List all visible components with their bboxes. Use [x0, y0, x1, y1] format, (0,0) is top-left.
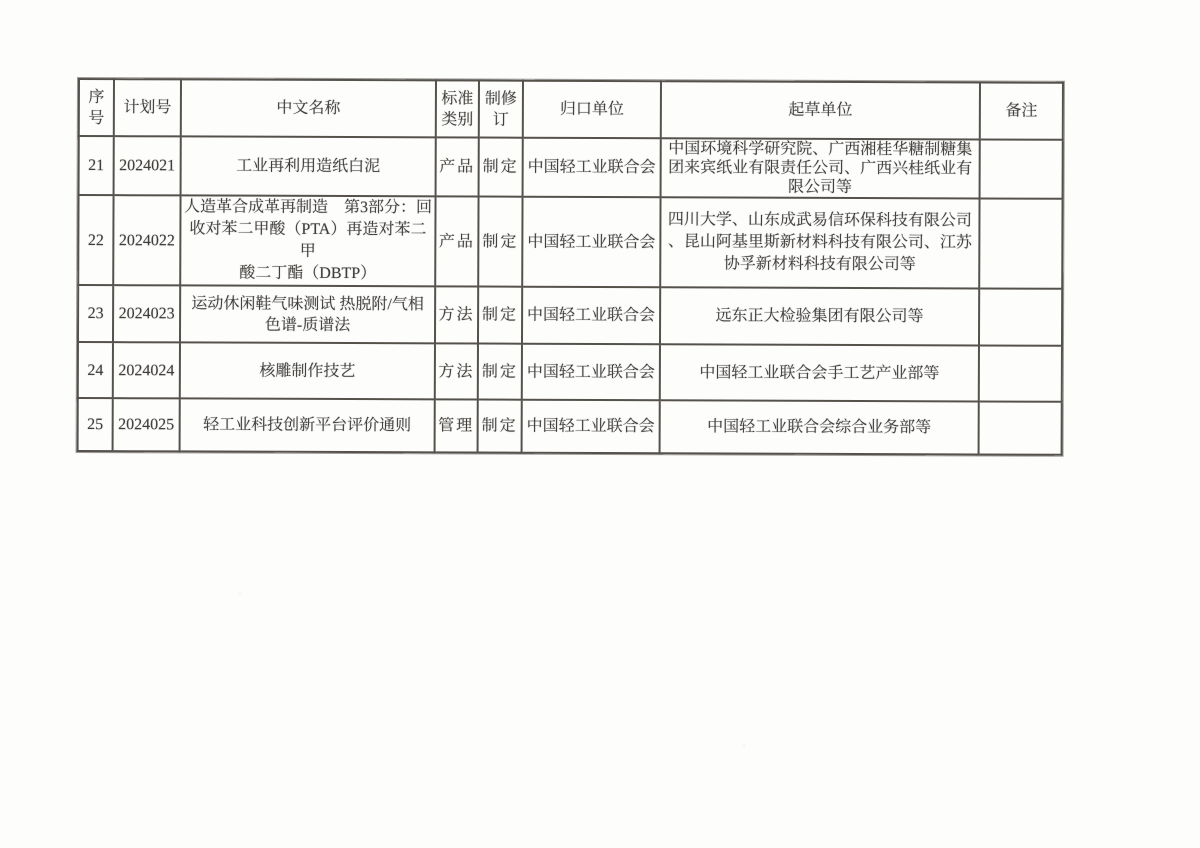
col-header-competent-unit: 归口单位: [523, 81, 661, 139]
cell-competent-unit: 中国轻工业联合会: [522, 400, 660, 454]
cell-revision-type: 制定: [478, 400, 522, 453]
cell-remarks: [979, 198, 1062, 288]
cell-plan-no: 2024024: [113, 342, 180, 398]
col-header-name-cn: 中文名称: [181, 79, 436, 137]
header-row: [79, 79, 1063, 140]
cell-remarks: [979, 345, 1062, 401]
cell-category: 方法: [435, 286, 478, 343]
table-row: [78, 342, 1062, 402]
col-header-category: 标准 类别: [436, 80, 479, 137]
cell-seq: 21: [79, 136, 114, 195]
table-row: [78, 285, 1062, 346]
cell-category: 产品: [436, 137, 479, 196]
col-header-revision-type: 制修 订: [479, 81, 523, 138]
standards-plan-table: [77, 78, 1064, 456]
cell-plan-no: 2024025: [113, 398, 180, 451]
cell-seq: 25: [78, 398, 113, 451]
cell-category: 管理: [435, 399, 478, 452]
col-header-remarks: 备注: [980, 82, 1063, 139]
cell-seq: 23: [78, 285, 113, 342]
cell-name-cn: 工业再利用造纸白泥: [181, 136, 436, 196]
table-row: [78, 398, 1062, 455]
cell-competent-unit: 中国轻工业联合会: [523, 138, 661, 198]
cell-drafting-unit: 中国环境科学研究院、广西湘桂华糖制糖集 团来宾纸业有限责任公司、广西兴桂纸业有 限公司等: [661, 138, 980, 198]
cell-drafting-unit: 远东正大检验集团有限公司等: [660, 287, 979, 345]
cell-name-cn: 轻工业科技创新平台评价通则: [180, 398, 435, 452]
cell-remarks: [979, 401, 1062, 454]
cell-plan-no: 2024023: [113, 285, 180, 342]
cell-plan-no: 2024022: [113, 195, 180, 285]
col-header-seq: 序号: [79, 79, 114, 136]
cell-name-cn: 核雕制作技艺: [180, 342, 435, 399]
table-row: [79, 136, 1063, 199]
cell-revision-type: 制定: [479, 138, 523, 197]
cell-category: 方法: [435, 343, 478, 399]
col-header-drafting-unit: 起草单位: [661, 81, 980, 139]
cell-drafting-unit: 中国轻工业联合会综合业务部等: [660, 400, 979, 454]
cell-drafting-unit: 四川大学、山东成武易信环保科技有限公司 、昆山阿基里斯新材料科技有限公司、江苏 协孚新材料科技有限公司等: [660, 197, 979, 288]
table-row: [78, 195, 1062, 289]
col-header-plan-no: 计划号: [114, 79, 181, 136]
cell-competent-unit: 中国轻工业联合会: [522, 287, 660, 345]
cell-category: 产品: [435, 196, 478, 286]
cell-drafting-unit: 中国轻工业联合会手工艺产业部等: [660, 344, 979, 401]
cell-remarks: [980, 139, 1063, 198]
cell-revision-type: 制定: [478, 344, 522, 400]
cell-seq: 22: [78, 195, 113, 285]
cell-plan-no: 2024021: [114, 136, 181, 195]
cell-remarks: [979, 288, 1062, 345]
cell-revision-type: 制定: [478, 287, 522, 344]
cell-name-cn: 人造革合成革再制造 第3部分：回 收对苯二甲酸（PTA）再造对苯二甲 酸二丁酯（DBTP）: [180, 195, 435, 286]
standards-table-container: [77, 78, 1064, 456]
cell-competent-unit: 中国轻工业联合会: [522, 344, 660, 401]
cell-competent-unit: 中国轻工业联合会: [522, 197, 660, 288]
cell-revision-type: 制定: [478, 197, 522, 287]
cell-seq: 24: [78, 342, 113, 398]
cell-name-cn: 运动休闲鞋气味测试 热脱附/气相 色谱-质谱法: [180, 285, 435, 343]
